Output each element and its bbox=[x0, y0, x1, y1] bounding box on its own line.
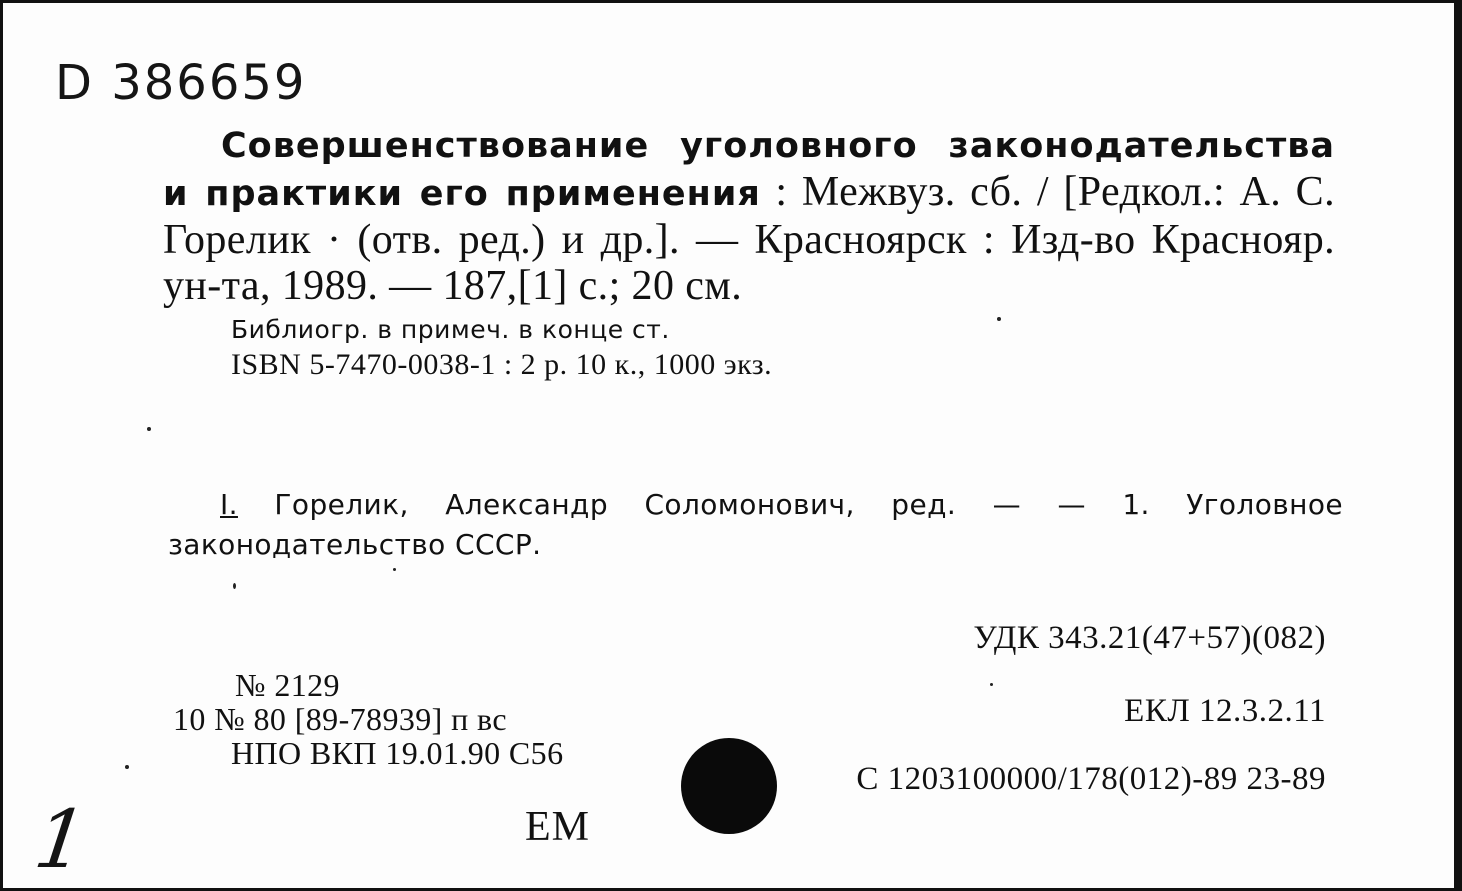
classification-code: С 1203100000/178(012)-89 23-89 bbox=[856, 761, 1326, 797]
tracing-text: Горелик, Александр Соломонович, ред. — — 1. Уголовное законодательство СССР. bbox=[168, 488, 1343, 561]
order-number: № 2129 bbox=[235, 667, 340, 703]
handwritten-mark: 1 bbox=[19, 793, 102, 886]
punch-hole bbox=[681, 738, 777, 834]
ekl-code: ЕКЛ 12.3.2.11 bbox=[1124, 693, 1326, 729]
publication-details: : Межвуз. сб. / [Редкол.: А. С. Горелик · (отв. ред.) и др.]. — Красноярск : Изд-во Краснояр. ун-та, 1989. — 187,[1] с.; 20 см. bbox=[163, 169, 1335, 309]
em-mark: ЕМ bbox=[525, 804, 590, 850]
udc-code: УДК 343.21(47+57)(082) bbox=[973, 620, 1326, 656]
speck bbox=[147, 427, 151, 431]
book-title: Совершенствование уголовного законодательства и практики его применения bbox=[163, 126, 1335, 214]
bibliographic-description bbox=[163, 121, 1335, 309]
npo-line: НПО ВКП 19.01.90 С56 bbox=[231, 735, 564, 771]
call-number: D 386659 bbox=[55, 55, 307, 111]
tracing-entry bbox=[168, 485, 1343, 565]
bibliography-note: Библиогр. в примеч. в конце ст. bbox=[231, 315, 670, 344]
speck bbox=[125, 765, 129, 769]
speck bbox=[393, 568, 396, 571]
isbn-price-line: ISBN 5-7470-0038-1 : 2 р. 10 к., 1000 экз. bbox=[231, 348, 773, 381]
print-run-line: 10 № 80 [89-78939] п вс bbox=[173, 701, 507, 737]
speck bbox=[233, 583, 236, 589]
tracing-number: I. bbox=[220, 488, 238, 521]
speck bbox=[997, 317, 1001, 321]
speck bbox=[990, 683, 993, 686]
